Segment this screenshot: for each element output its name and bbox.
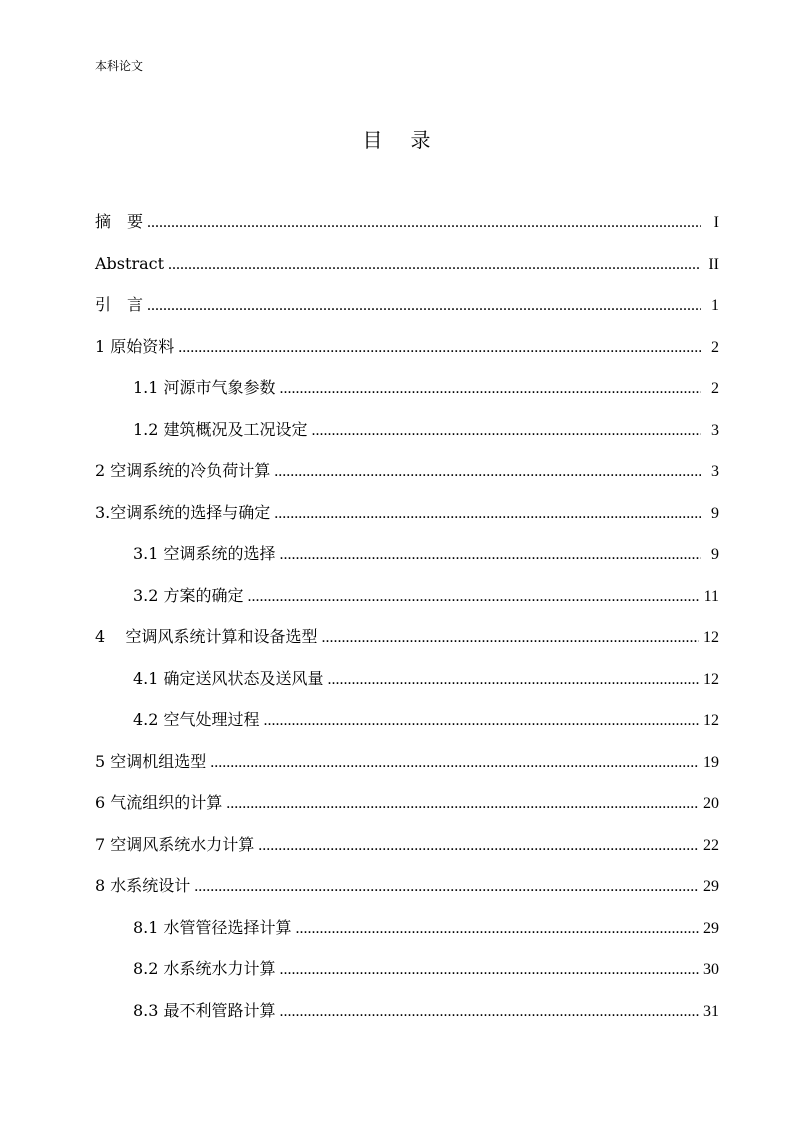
toc-entry-page: 29 — [703, 878, 719, 895]
toc-entry-section-3-1[interactable] — [133, 541, 719, 567]
toc-entry-page: 31 — [703, 1003, 719, 1020]
toc-entry-label: 8 水系统设计 — [95, 876, 191, 895]
toc-entry-chapter-1[interactable] — [95, 334, 719, 360]
toc-leader-dots — [280, 999, 699, 1025]
toc-leader-dots — [264, 708, 699, 734]
toc-entry-chapter-3[interactable] — [95, 500, 719, 526]
toc-entry-label: 3.空调系统的选择与确定 — [95, 503, 271, 522]
toc-entry-page: 12 — [703, 629, 719, 646]
toc-entry-chapter-2[interactable] — [95, 458, 719, 484]
toc-entry-section-1-1[interactable] — [133, 375, 719, 401]
toc-leader-dots — [194, 874, 699, 900]
toc-entry-page: 19 — [703, 754, 719, 771]
toc-entry-label: 1.1 河源市气象参数 — [133, 378, 276, 397]
toc-leader-dots — [248, 584, 700, 610]
toc-entry-label: 摘 要 — [95, 212, 144, 231]
toc-leader-dots — [147, 293, 701, 319]
toc-entry-page: 20 — [703, 795, 719, 812]
toc-leader-dots — [168, 252, 701, 278]
toc-leader-dots — [280, 376, 701, 402]
toc-entry-page: 3 — [711, 463, 719, 480]
toc-entry-abstract-cn[interactable] — [95, 209, 719, 235]
toc-entry-label: 1 原始资料 — [95, 337, 175, 356]
toc-entry-label: 8.3 最不利管路计算 — [133, 1001, 276, 1020]
toc-entry-page: I — [713, 214, 719, 231]
toc-entry-label: 5 空调机组选型 — [95, 752, 207, 771]
toc-entry-label: 3.2 方案的确定 — [133, 586, 244, 605]
page-title-part-2: 录 — [410, 128, 431, 152]
toc-entry-page: 3 — [711, 422, 719, 439]
toc-entry-page: 22 — [703, 837, 719, 854]
toc-entry-introduction[interactable] — [95, 292, 719, 318]
toc-entry-section-8-3[interactable] — [133, 998, 719, 1024]
toc-entry-label: 7 空调风系统水力计算 — [95, 835, 255, 854]
toc-leader-dots — [226, 791, 699, 817]
toc-leader-dots — [147, 210, 701, 236]
toc-entry-page: 9 — [711, 505, 719, 522]
toc-leader-dots — [322, 625, 699, 651]
toc-entry-label: Abstract — [95, 254, 165, 273]
toc-entry-label: 2 空调系统的冷负荷计算 — [95, 461, 271, 480]
toc-entry-page: 11 — [703, 588, 719, 605]
toc-entry-chapter-6[interactable] — [95, 790, 719, 816]
toc-entry-label: 3.1 空调系统的选择 — [133, 544, 276, 563]
toc-entry-page: 29 — [703, 920, 719, 937]
toc-entry-label: 4.1 确定送风状态及送风量 — [133, 669, 324, 688]
toc-leader-dots — [274, 501, 701, 527]
page-header-label: 本科论文 — [95, 59, 144, 73]
toc-leader-dots — [258, 833, 699, 859]
toc-leader-dots — [210, 750, 699, 776]
toc-entry-page: 1 — [711, 297, 719, 314]
toc-entry-page: 30 — [703, 961, 719, 978]
toc-entry-section-1-2[interactable] — [133, 417, 719, 443]
toc-entry-label: 8.2 水系统水力计算 — [133, 959, 276, 978]
toc-entry-chapter-7[interactable] — [95, 832, 719, 858]
toc-entry-page: 2 — [711, 339, 719, 356]
toc-entry-label: 4.2 空气处理过程 — [133, 710, 260, 729]
toc-leader-dots — [328, 667, 699, 693]
toc-entry-section-3-2[interactable] — [133, 583, 719, 609]
toc-leader-dots — [280, 957, 699, 983]
toc-entry-section-8-1[interactable] — [133, 915, 719, 941]
toc-entry-label: 引 言 — [95, 295, 144, 314]
toc-entry-page: 9 — [711, 546, 719, 563]
toc-entry-label: 8.1 水管管径选择计算 — [133, 918, 292, 937]
page-title-part-1: 目 — [362, 128, 383, 152]
toc-leader-dots — [296, 916, 699, 942]
toc-leader-dots — [274, 459, 701, 485]
toc-entry-page: 12 — [703, 712, 719, 729]
toc-leader-dots — [280, 542, 701, 568]
toc-entry-section-4-1[interactable] — [133, 666, 719, 692]
toc-entry-abstract-en[interactable] — [95, 251, 719, 277]
toc-entry-chapter-4[interactable] — [95, 624, 719, 650]
toc-entry-label: 4 空调风系统计算和设备选型 — [95, 627, 318, 646]
toc-entry-page: 2 — [711, 380, 719, 397]
toc-entry-label: 6 气流组织的计算 — [95, 793, 223, 812]
toc-entry-chapter-5[interactable] — [95, 749, 719, 775]
toc-entry-page: 12 — [703, 671, 719, 688]
toc-entry-chapter-8[interactable] — [95, 873, 719, 899]
toc-entry-label: 1.2 建筑概况及工况设定 — [133, 420, 308, 439]
toc-leader-dots — [178, 335, 701, 361]
toc-entry-section-4-2[interactable] — [133, 707, 719, 733]
toc-entry-section-8-2[interactable] — [133, 956, 719, 982]
toc-entry-page: II — [708, 256, 719, 273]
toc-leader-dots — [312, 418, 701, 444]
